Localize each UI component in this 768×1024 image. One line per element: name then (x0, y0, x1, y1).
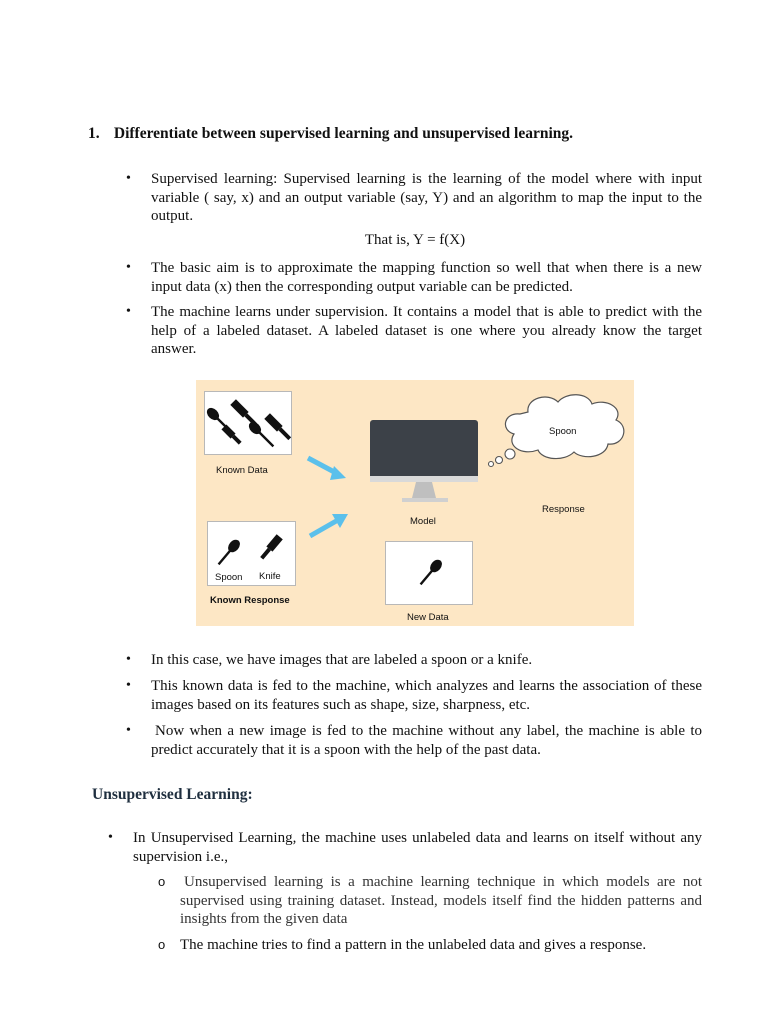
arrow-icon (304, 454, 364, 514)
bullet-item (108, 829, 702, 866)
bullet-item (126, 651, 702, 670)
spoon-label: Spoon (215, 572, 243, 583)
bullet-text: The basic aim is to approximate the mapping function so well that when there is a new input data (x) then the corresponding output variable can be predicted. (151, 260, 702, 295)
bullet-dot: • (126, 723, 131, 738)
bullet-dot: • (126, 678, 131, 693)
spoon-icon (215, 537, 243, 567)
model-label: Model (410, 516, 436, 527)
supervised-learning-diagram (196, 380, 634, 626)
arrow-icon (308, 510, 368, 570)
knife-icon (264, 413, 292, 441)
knife-icon (221, 424, 242, 445)
bullet-item (126, 303, 702, 359)
known-data-label: Known Data (216, 465, 268, 476)
cloud-prediction-label: Spoon (549, 426, 577, 437)
sub-bullet-text: Unsupervised learning is a machine learning technique in which models are not supervised using training dataset. Instead, models itself find the hidden patterns and insights from the given data (180, 874, 702, 927)
knife-label: Knife (259, 571, 281, 582)
bullet-dot: • (126, 171, 131, 186)
sub-bullet-item (158, 936, 702, 955)
sub-bullet-text: The machine tries to find a pattern in the unlabeled data and gives a response. (180, 937, 647, 953)
bullet-text: In this case, we have images that are labeled a spoon or a knife. (151, 652, 533, 668)
new-data-label: New Data (407, 612, 449, 623)
response-label: Response (542, 504, 585, 515)
bullet-text: In Unsupervised Learning, the machine uses unlabeled data and learns on itself without any supervision i.e., (133, 830, 702, 865)
monitor-icon (368, 418, 484, 548)
known-response-box (207, 521, 296, 586)
question-heading-text: Differentiate between supervised learning and unsupervised learning. (113, 125, 573, 142)
new-data-utensil (386, 542, 472, 604)
bullet-item (126, 259, 702, 296)
bullet-dot: • (126, 260, 131, 275)
bullet-text: Supervised learning: Supervised learning is the learning of the model where with input variable ( say, x) and an output variable (say, Y) and an algorithm to map the input to the output. (151, 171, 702, 224)
question-number: 1. (88, 125, 100, 142)
known-data-utensils (205, 392, 291, 454)
bullet-text: The machine learns under supervision. It contains a model that is able to predict with the help of a labeled dataset. A labeled dataset is one where you already know the target answer. (151, 304, 702, 357)
bullet-item (126, 677, 702, 714)
sub-bullet-item (158, 873, 702, 929)
knife-icon (259, 534, 283, 561)
bullet-text: Now when a new image is fed to the machine without any label, the machine is able to predict accurately that it is a spoon with the help of the past data. (151, 723, 702, 758)
known-data-box (204, 391, 292, 455)
bullet-dot: • (108, 830, 113, 845)
bullet-dot: • (126, 652, 131, 667)
new-data-box (385, 541, 473, 605)
question-heading (88, 124, 708, 144)
bullet-text: This known data is fed to the machine, which analyzes and learns the association of these images based on its features such as shape, size, sharpness, etc. (151, 678, 702, 713)
sub-bullet-marker: o (158, 937, 166, 952)
bullet-item (126, 722, 702, 759)
equation-line: That is, Y = f(X) (364, 232, 466, 248)
bullet-dot: • (126, 304, 131, 319)
bullet-item (126, 170, 702, 226)
unsupervised-heading: Unsupervised Learning: (92, 786, 253, 803)
known-response-label: Known Response (210, 595, 290, 606)
sub-bullet-marker: o (158, 874, 166, 889)
spoon-icon (417, 557, 445, 587)
